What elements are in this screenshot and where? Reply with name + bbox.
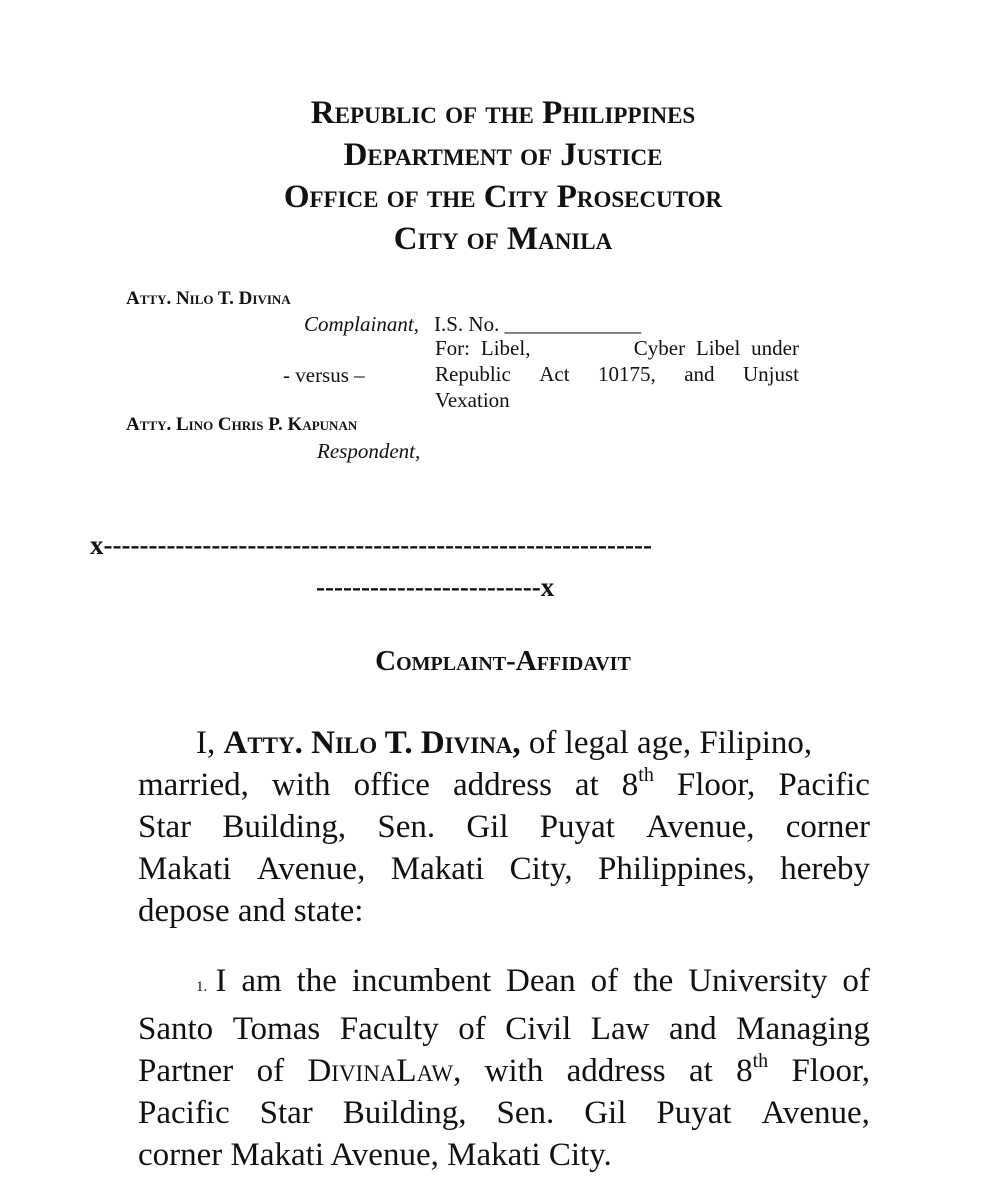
charges-line-2 <box>435 361 799 387</box>
firm-name: DivinaLaw, <box>307 1053 462 1089</box>
item-1-line-4: Pacific Star Building, Sen. Gil Puyat Avenue, <box>138 1095 870 1131</box>
complainant-role: Complainant, <box>304 312 419 336</box>
intro-line-4: Makati Avenue, Makati City, Philippines, hereby <box>138 851 870 887</box>
word: For: <box>435 336 471 360</box>
item-1-paragraph <box>138 960 870 1176</box>
word: Cyber <box>633 336 686 360</box>
versus-label: - versus – <box>283 363 365 387</box>
separator-line-1: x------------------------------------------------------------- <box>90 530 652 560</box>
header-department: Department of Justice <box>343 137 663 173</box>
item-1-line-3: Partner of DivinaLaw, with address at 8th Floor, <box>138 1050 870 1092</box>
word: 10175, <box>598 362 656 386</box>
respondent-name: Atty. Lino Chris P. Kapunan <box>126 414 358 435</box>
complainant-name: Atty. Nilo T. Divina <box>126 288 291 309</box>
word: Libel <box>695 336 741 360</box>
item-1-line-5: corner Makati Avenue, Makati City. <box>138 1137 612 1173</box>
header-office: Office of the City Prosecutor <box>283 179 723 215</box>
affiant-name: Atty. Nilo T. Divina, <box>223 725 521 761</box>
word: under <box>751 336 799 360</box>
item-1-line-1: 1. I am the incumbent Dean of the University of <box>138 960 870 1008</box>
intro-line-3: Star Building, Sen. Gil Puyat Avenue, corner <box>138 809 870 845</box>
charges-block <box>435 335 799 413</box>
intro-line-2: married, with office address at 8th Floor, Pacific <box>138 764 870 803</box>
word: Republic <box>435 362 511 386</box>
document-header <box>0 92 988 260</box>
word: Unjust <box>742 362 799 386</box>
case-number: I.S. No. _____________ <box>434 312 642 336</box>
word: and <box>684 362 715 386</box>
header-city: City of Manila <box>393 221 613 257</box>
respondent-role: Respondent, <box>317 439 421 463</box>
separator-line-2: -------------------------x <box>316 572 555 602</box>
word: Libel, <box>480 336 531 360</box>
item-1-line-2: Santo Tomas Faculty of Civil Law and Managing <box>138 1011 870 1047</box>
intro-line-1: I, Atty. Nilo T. Divina, of legal age, Filipino, <box>138 722 870 764</box>
header-republic: Republic of the Philippines <box>310 95 696 131</box>
document-title: Complaint-Affidavit <box>375 645 631 677</box>
charges-line-1 <box>435 335 799 361</box>
intro-paragraph <box>138 722 870 932</box>
item-number: 1. <box>196 979 208 995</box>
intro-line-5: depose and state: <box>138 893 364 929</box>
word: Act <box>539 362 570 386</box>
charges-line-3: Vexation <box>435 388 510 412</box>
